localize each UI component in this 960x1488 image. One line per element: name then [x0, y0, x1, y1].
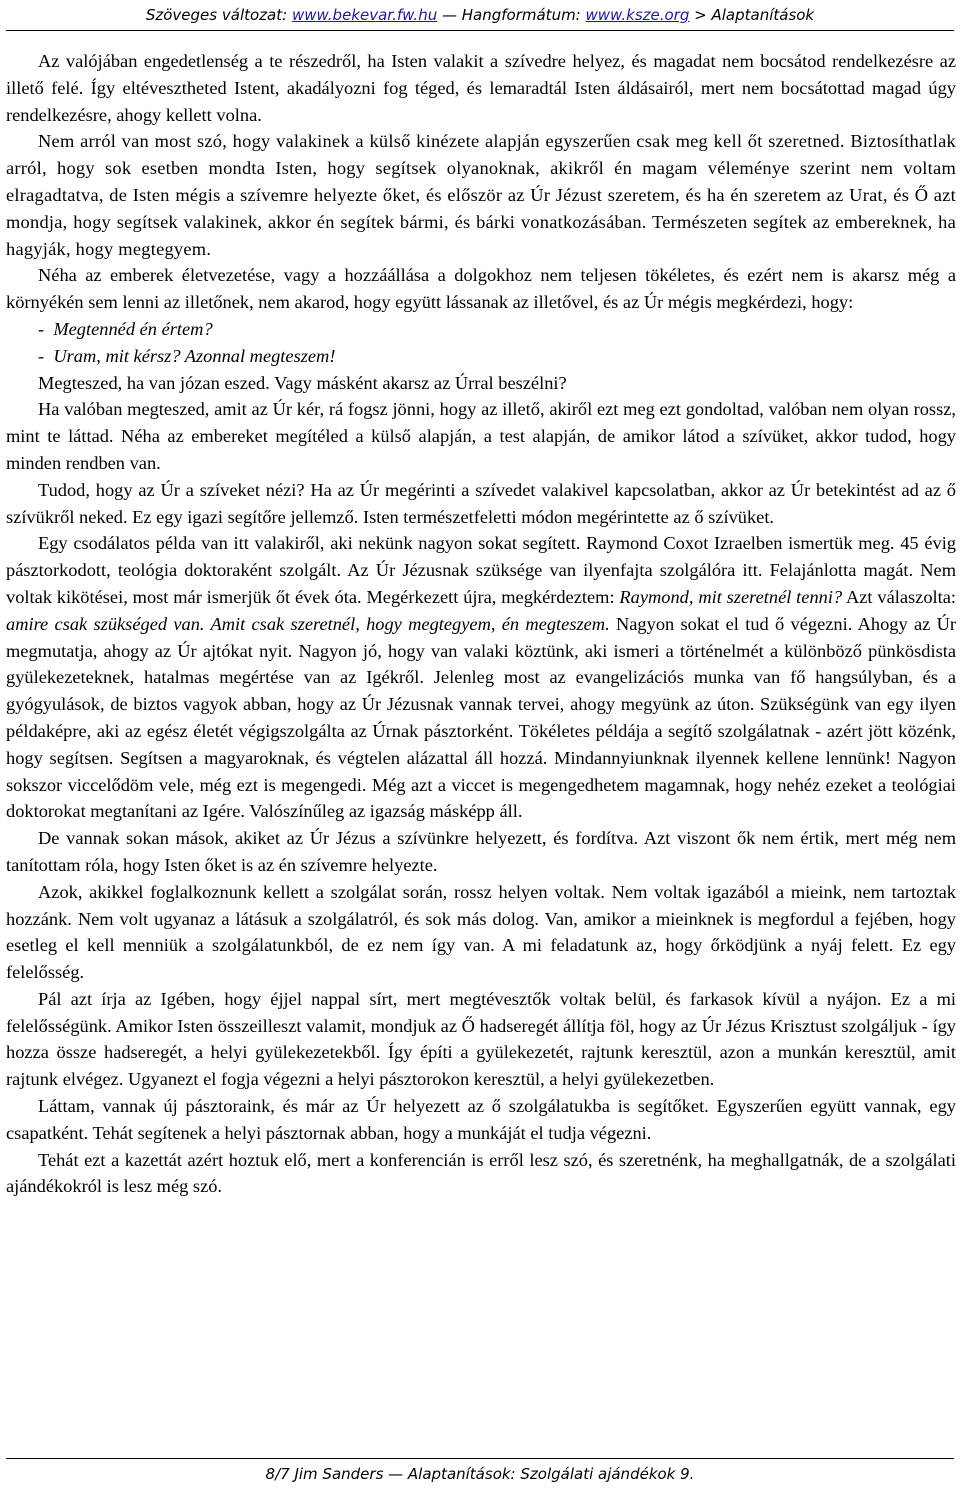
bekevar-link[interactable]: www.bekevar.fw.hu: [291, 6, 438, 24]
raymond-text: Egy csodálatos példa van itt valakiről, aki nekünk nagyon sokat segített. Raymond Coxot Izraelben ismertük meg. 45 évig pásztorkodott, teológia doktoraként szolgált. Az Úr Jézusnak szüksége van ilyenfajta szolgálóra itt. Felajánlotta magát. Nem voltak kikötései, most már ismerjük őt évek óta. Megérkezett újra, megkérdeztem:: [6, 533, 956, 607]
document-body: [6, 48, 956, 1200]
header-divider: [6, 30, 954, 31]
page-footer: 8/7 Jim Sanders — Alaptanítások: Szolgálati ajándékok 9.: [265, 1465, 695, 1483]
paragraph: Néha az emberek életvezetése, vagy a hozzáállása a dolgokhoz nem teljesen tökéletes, és ezért nem is akarsz még a környékén sem lenni az illetőnek, nem akarod, hogy együtt lássanak az illetővel, és az Úr mégis megkérdezi, hogy:: [6, 265, 956, 313]
raymond-paragraph: [6, 530, 956, 825]
paragraph: Láttam, vannak új pásztoraink, és már az Úr helyezett az ő szolgálatukba is segítőket. Egyszerűen együtt vannak, egy csapatként. Tehát segítenek a helyi pásztornak abban, hogy a munkáját el tudja végezni.: [6, 1096, 956, 1143]
paragraph: De vannak sokan mások, akiket az Úr Jézus a szívünkre helyezett, és fordítva. Azt viszont ők nem értik, mert még nem tanítottam róla, hogy Isten őket is az én szívemre helyezte.: [6, 828, 956, 875]
paragraph: Nem arról van most szó, hogy valakinek a külső kinézete alapján egyszerűen csak meg kell őt szeretned. Biztosíthatlak arról, hogy sok esetben mondta Isten, hogy segítsek olyanoknak, akikről én magam véleménye szerint nem voltam elragadtatva, de Isten mégis a szívemre helyezte őket, és először az Úr Jézust szeretem, és ha én szeretem az Urat, és Ő azt mondja, hogy segítsek valakinek, akkor én segítek bármi, és bárki vonatkozásában. Természeten segítek az embereknek, ha hagyják, hogy megtegyem.: [6, 131, 956, 259]
raymond-answer: amire csak szükséged van. Amit csak szeretnél, hogy megtegyem, én megteszem.: [6, 613, 610, 634]
paragraph: Az valójában engedetlenség a te részedről, ha Isten valakit a szívedre helyez, és magadat nem bocsátod rendelkezésre az illető felé. Így eltévesztheted Istent, akadályozni fog téged, és lemaradtál Isten áldásairól, mert nem bocsátottad magad úgy rendelkezésre, ahogy kellett volna.: [6, 51, 956, 125]
dialogue-text: Megtennéd én értem?: [53, 318, 213, 339]
header-middle: — Hangformátum:: [437, 6, 586, 24]
paragraph: Megteszed, ha van józan eszed. Vagy másként akarsz az Úrral beszélni?: [38, 372, 567, 393]
raymond-text: Azt válaszolta:: [842, 586, 957, 607]
raymond-question: Raymond, mit szeretnél tenni?: [619, 586, 843, 607]
footer-divider: [6, 1458, 954, 1459]
header-suffix: > Alaptanítások: [689, 6, 815, 24]
dialogue-line: - Uram, mit kérsz? Azonnal megteszem!: [38, 345, 336, 366]
paragraph: Tudod, hogy az Úr a szíveket nézi? Ha az Úr megérinti a szívedet valakivel kapcsolatban, akkor az Úr betekintést ad az ő szívükről neked. Ez egy igazi segítőre jellemző. Isten természetfeletti módon megérintette az ő szívüket.: [6, 479, 956, 527]
ksze-link[interactable]: www.ksze.org: [585, 6, 690, 24]
dialogue-text: Uram, mit kérsz? Azonnal megteszem!: [53, 345, 336, 366]
dialogue-line: - Megtennéd én értem?: [38, 318, 213, 339]
paragraph: Ha valóban megteszed, amit az Úr kér, rá fogsz jönni, hogy az illető, akiről ezt meg ezt gondoltad, valóban nem olyan rossz, mint te láttad. Néha az embereket megítéled a külső alapján, a test alapján, de amikor látod a szívüket, akkor tudod, hogy minden rendben van.: [6, 399, 956, 473]
paragraph: Tehát ezt a kazettát azért hoztuk elő, mert a konferencián is erről lesz szó, és szeretnénk, ha meghallgatnák, de a szolgálati ajándékokról is lesz még szó.: [6, 1149, 956, 1197]
paragraph: Pál azt írja az Igében, hogy éjjel nappal sírt, mert megtévesztők voltak belül, és farkasok kívül a nyájon. Ez a mi felelősségünk. Amikor Isten összeilleszt valamit, mondjuk az Ő hadseregét állítja föl, hogy az Úr Jézus Krisztust szolgáljuk - így hozza össze hadseregét, a helyi gyülekezetekből. Így építi a gyülekezetét, rajtunk keresztül, azon a munkán keresztül, amit rajtunk elvégez. Ugyanezt el fogja végezni a helyi pásztorokon keresztül, a helyi gyülekezetben.: [6, 988, 956, 1090]
page-header: [0, 0, 960, 30]
header-prefix: Szöveges változat:: [145, 6, 292, 24]
paragraph: Azok, akikkel foglalkoznunk kellett a szolgálat során, rossz helyen voltak. Nem voltak igazából a mieink, nem tartoztak hozzánk. Nem volt ugyanaz a látásuk a szolgálatról, és sok más dolog. Van, amikor a mieinknek is megfordul a fejében, hogy esetleg el kell menniük a szolgálatunkból, de ez nem így van. A mi feladatunk az, hogy őrködjünk a nyáj felett. Ez egy felelősség.: [6, 881, 956, 983]
raymond-text: Nagyon sokat el tud ő végezni. Ahogy az Úr megmutatja, ahogy az Úr ajtókat nyit. Nagyon jó, hogy van valaki köztünk, aki ismeri a történelmét a különböző pünkösdista gyülekezeteknek, hatalmas megértése van az Igékről. Jelenleg most az evangelizációs munka van fő hangsúlyban, és a gyógyulások, de biztos vagyok abban, hogy az Úr Jézusnak vannak tervei, ahogy megyünk az úton. Szükségünk van egy ilyen példaképre, aki az egész életét végigszolgálta az Úrnak pásztorként. Tökéletes példája a segítő szolgálatnak - azért jött közénk, hogy segítsen. Segítsen a magyaroknak, és végtelen alázattal áll hozzá. Mindannyiunknak ilyennek kellene lennünk! Nagyon sokszor viccelődöm vele, még ezt is megengedi. Még azt a viccet is megengedhetem magamnak, hogy nehéz ezeket a teológiai doktorokat megtanítani az Igére. Valószínűleg az igazság másképp áll.: [6, 613, 956, 822]
